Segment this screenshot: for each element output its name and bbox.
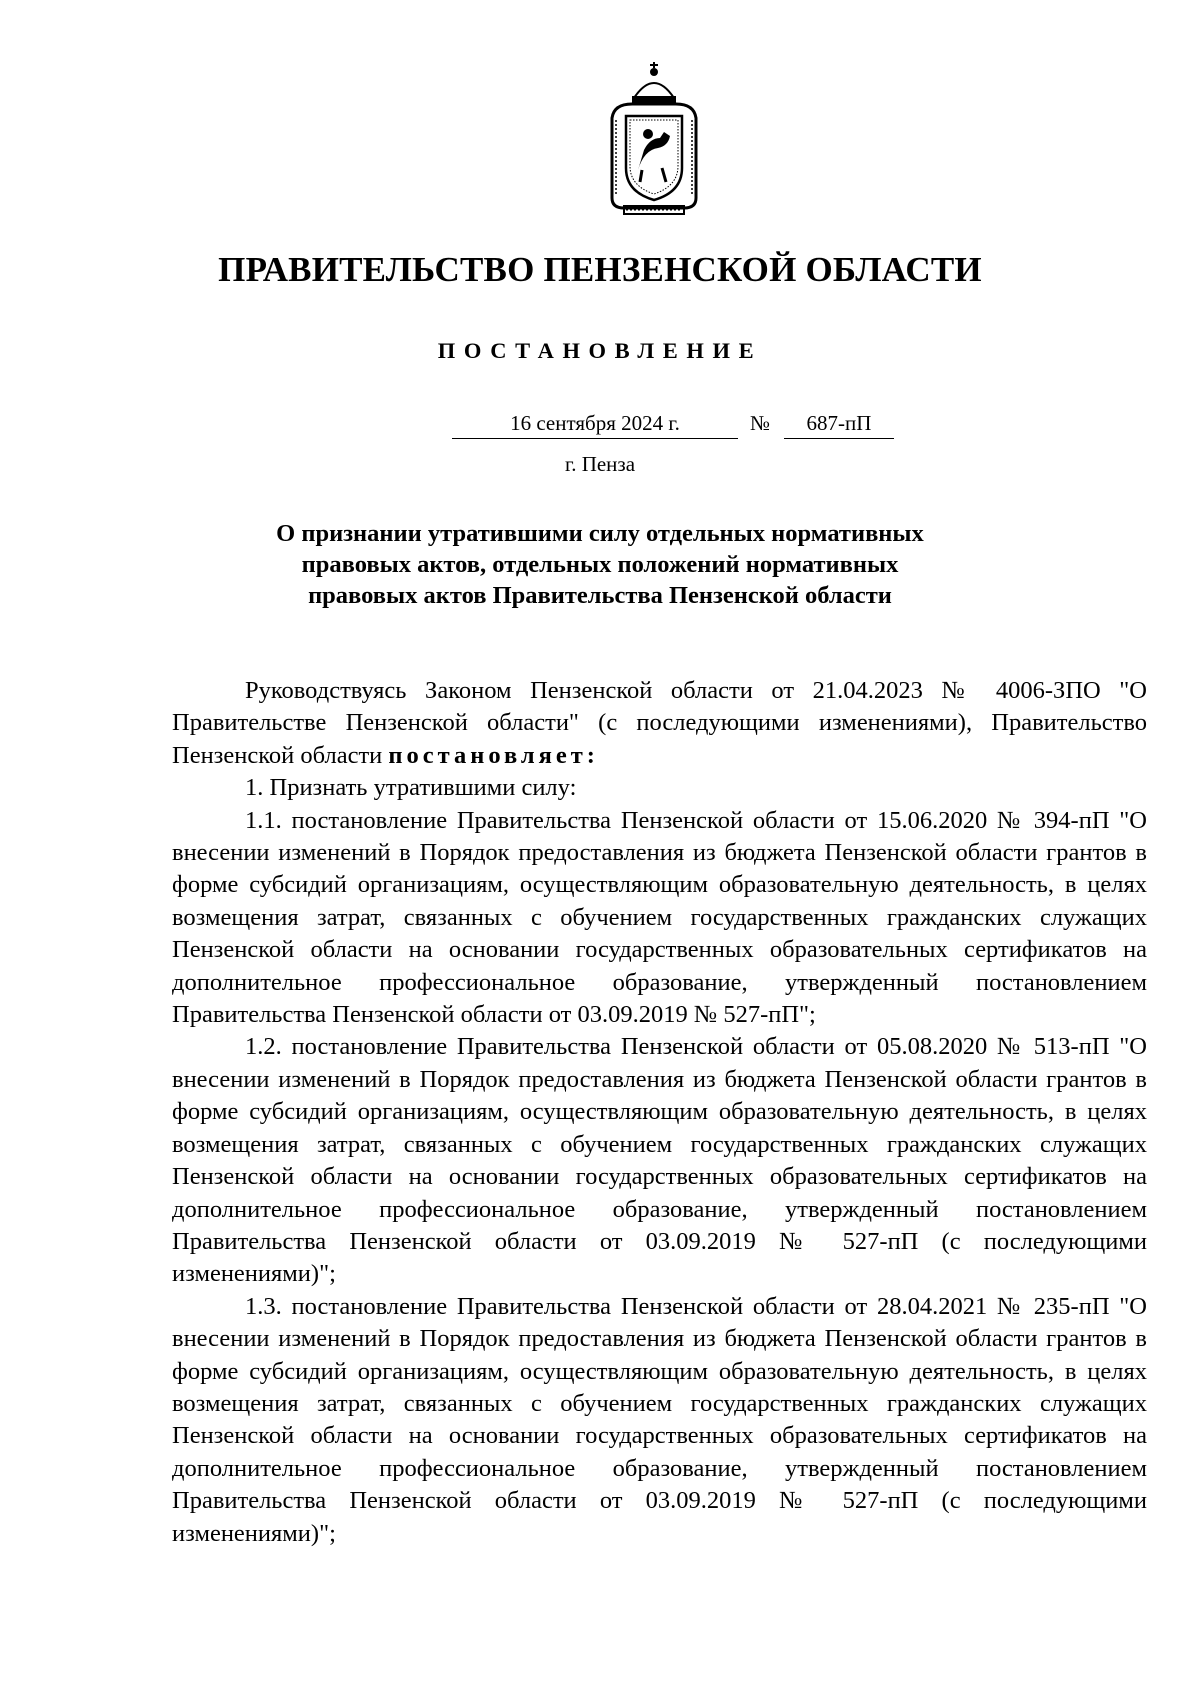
item-paragraph: 1.3. постановление Правительства Пензенской области от 28.04.2021 № 235-пП "О внесении изменений в Порядок предоставления из бюджета Пензенской области грантов в форме субсидий организациям, осуществляющим образовательную деятельность, в целях возмещения затрат, связанных с обучением государственных гражданских служащих Пензенской области на основании государственных образовательных сертификатов на дополнительное профессиональное образование, утвержденный постановлением Правительства Пензенской области от 03.09.2019 № 527-пП (с последующими изменениями)"; bbox=[172, 1292, 1147, 1547]
document-type: ПОСТАНОВЛЕНИЕ bbox=[437, 338, 763, 363]
document-subject bbox=[200, 518, 1000, 611]
preamble-paragraph bbox=[172, 675, 1147, 772]
document-date: 16 сентября 2024 г. bbox=[452, 408, 738, 439]
subject-line: правовых актов, отдельных положений нормативных bbox=[301, 551, 899, 578]
document-city: г. Пенза bbox=[564, 452, 636, 476]
subject-line: правовых актов Правительства Пензенской области bbox=[308, 582, 892, 609]
item-paragraph: 1.1. постановление Правительства Пензенской области от 15.06.2020 № 394-пП "О внесении изменений в Порядок предоставления из бюджета Пензенской области грантов в форме субсидий организациям, осуществляющим образовательную деятельность, в целях возмещения затрат, связанных с обучением государственных гражданских служащих Пензенской области на основании государственных образовательных сертификатов на дополнительное профессиональное образование, утвержденный постановлением Правительства Пензенской области от 03.09.2019 № 527-пП"; bbox=[172, 806, 1147, 1029]
subject-line: О признании утратившими силу отдельных нормативных bbox=[276, 520, 924, 547]
date-number-row bbox=[0, 408, 1200, 440]
decree-word: постановляет: bbox=[388, 741, 599, 769]
item-paragraph: 1. Признать утратившими силу: bbox=[245, 774, 577, 802]
document-number: 687-пП bbox=[784, 408, 894, 439]
document-body bbox=[172, 675, 1147, 1550]
government-title: ПРАВИТЕЛЬСТВО ПЕНЗЕНСКОЙ ОБЛАСТИ bbox=[218, 250, 982, 289]
item-paragraph: 1.2. постановление Правительства Пензенской области от 05.08.2020 № 513-пП "О внесении изменений в Порядок предоставления из бюджета Пензенской области грантов в форме субсидий организациям, осуществляющим образовательную деятельность, в целях возмещения затрат, связанных с обучением государственных гражданских служащих Пензенской области на основании государственных образовательных сертификатов на дополнительное профессиональное образование, утвержденный постановлением Правительства Пензенской области от 03.09.2019 № 527-пП (с последующими изменениями)"; bbox=[172, 1033, 1147, 1288]
preamble-text: Руководствуясь Законом Пензенской области от 21.04.2023 № 4006-ЗПО "О Правительстве Пензенской области" (с последующими изменениями), Правительство Пензенской области bbox=[172, 677, 1147, 769]
number-sign: № bbox=[750, 411, 771, 435]
coat-of-arms-emblem bbox=[604, 58, 704, 218]
